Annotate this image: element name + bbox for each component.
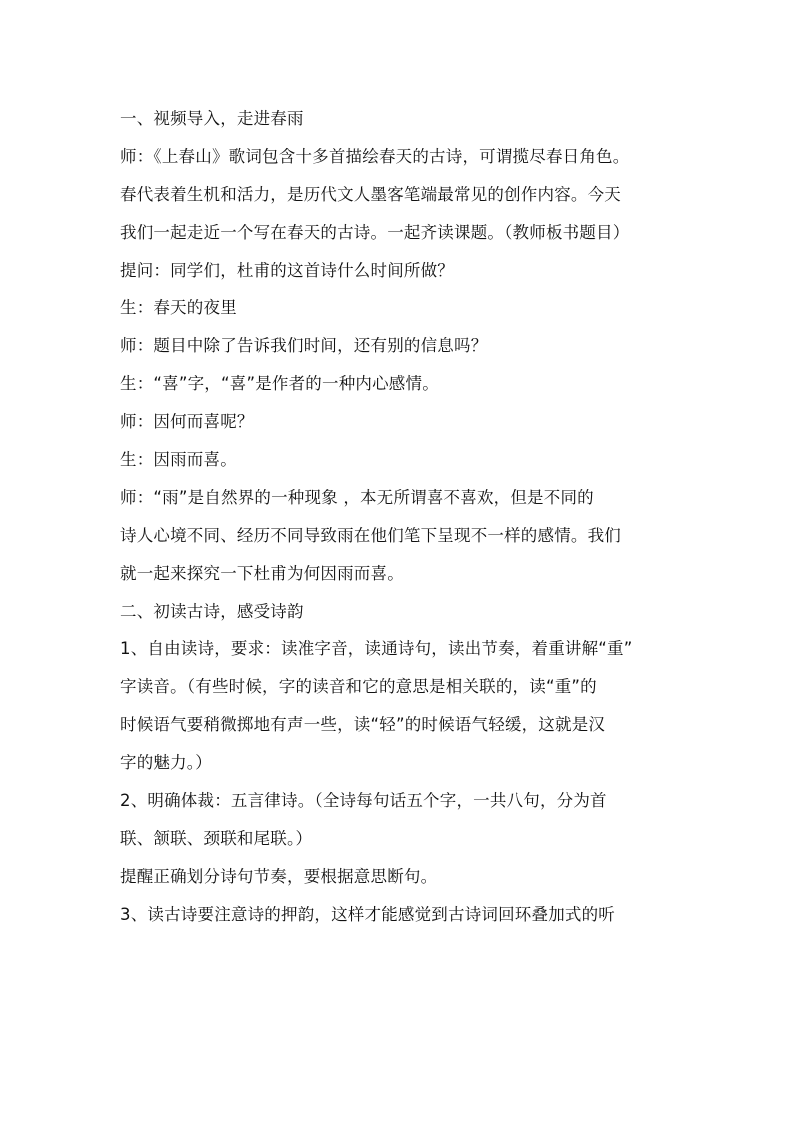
paragraph-line: 生：因雨而喜。 [120,450,237,470]
paragraph-line: 时候语气要稍微掷地有声一些，读“轻”的时候语气轻缓，这就是汉 [120,715,606,735]
paragraph-line: 提问：同学们，杜甫的这首诗什么时间所做？ [120,260,454,280]
document-body [120,100,680,934]
paragraph-line: 诗人心境不同、经历不同导致雨在他们笔下呈现不一样的感情。我们 [120,525,621,545]
section-heading-2: 二、初读古诗，感受诗韵 [120,601,304,621]
paragraph-line: 联、颔联、颈联和尾联。） [120,828,313,848]
paragraph-line: 春代表着生机和活力，是历代文人墨客笔端最常见的创作内容。今天 [120,184,621,204]
paragraph-line: 字的魅力。） [120,753,212,773]
paragraph-line: 提醒正确划分诗句节奏，要根据意思断句。 [120,866,438,886]
paragraph-line: 生：春天的夜里 [120,298,237,318]
paragraph-line: 就一起来探究一下杜甫为何因雨而喜。 [120,563,404,583]
paragraph-line: 我们一起走近一个写在春天的古诗。一起齐读课题。（教师板书题目） [120,222,630,242]
paragraph-line: 师：《上春山》歌词包含十多首描绘春天的古诗，可谓揽尽春日角色。 [120,146,630,166]
paragraph-line: 师：因何而喜呢？ [120,412,254,432]
paragraph-line: 2、明确体裁：五言律诗。（全诗每句话五个字，一共八句，分为首 [120,791,607,811]
paragraph-line: 3、读古诗要注意诗的押韵，这样才能感觉到古诗词回环叠加式的听 [120,904,615,924]
paragraph-line: 字读音。（有些时候，字的读音和它的意思是相关联的，读“重”的 [120,677,597,697]
paragraph-line: 生：“喜”字，“喜”是作者的一种内心感情。 [120,374,439,394]
paragraph-line: 师：题目中除了告诉我们时间，还有别的信息吗？ [120,336,488,356]
section-heading-1: 一、视频导入，走进春雨 [120,109,304,128]
paragraph-line: 师：“雨”是自然界的一种现象 ，本无所谓喜不喜欢，但是不同的 [120,487,594,507]
paragraph-line: 1、自由读诗，要求：读准字音，读通诗句，读出节奏，着重讲解“重” [120,639,633,659]
